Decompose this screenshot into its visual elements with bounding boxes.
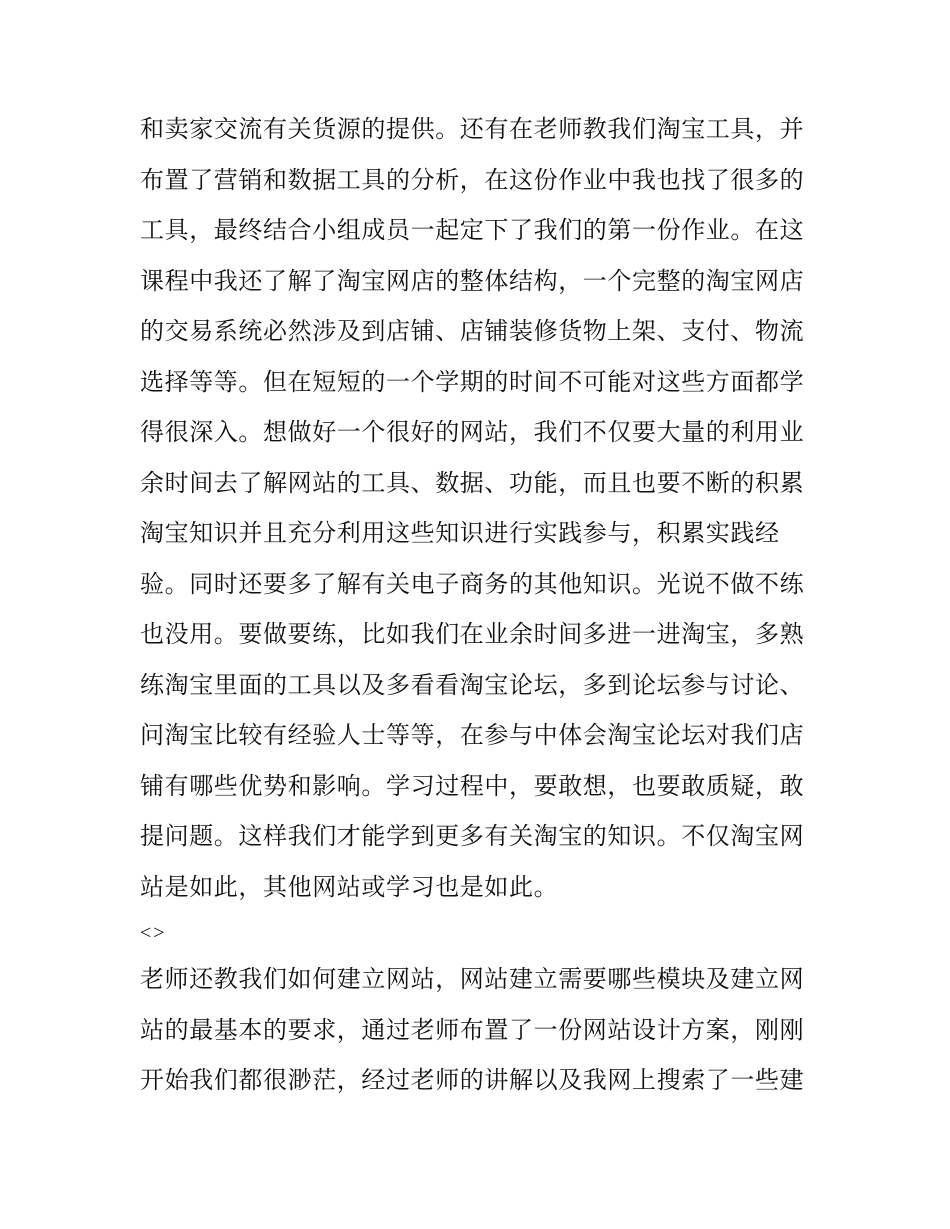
text-line: 课程中我还了解了淘宝网店的整体结构，一个完整的淘宝网店 — [140, 266, 805, 295]
text-line: 选择等等。但在短短的一个学期的时间不可能对这些方面都学 — [140, 367, 805, 396]
text-line: 铺有哪些优势和影响。学习过程中，要敢想，也要敢质疑，敢 — [140, 771, 805, 800]
text-line: 也没用。要做要练，比如我们在业余时间多进一进淘宝，多熟 — [140, 620, 805, 648]
text-line: 和卖家交流有关货源的提供。还有在老师教我们淘宝工具，并 — [140, 115, 805, 143]
text-line: 验。同时还要多了解有关电子商务的其他知识。光说不做不练 — [140, 569, 805, 598]
text-line: 余时间去了解网站的工具、数据、功能，而且也要不断的积累 — [140, 468, 805, 497]
text-line: 工具，最终结合小组成员一起定下了我们的第一份作业。在这 — [140, 216, 805, 244]
text-line: 开始我们都很渺茫，经过老师的讲解以及我网上搜索了一些建 — [140, 1066, 805, 1094]
text-line: 淘宝知识并且充分利用这些知识进行实践参与，积累实践经 — [140, 519, 780, 547]
text-line: 站是如此，其他网站或学习也是如此。 — [140, 872, 559, 901]
text-line: 老师还教我们如何建立网站，网站建立需要哪些模块及建立网 — [140, 965, 805, 993]
text-line: 的交易系统必然涉及到店铺、店铺装修货物上架、支付、物流 — [140, 317, 805, 345]
text-line: 练淘宝里面的工具以及多看看淘宝论坛，多到论坛参与讨论、 — [140, 670, 805, 699]
document-body — [140, 104, 820, 1106]
text-line: 提问题。这样我们才能学到更多有关淘宝的知识。不仅淘宝网 — [140, 822, 805, 850]
text-line: 布置了营销和数据工具的分析，在这份作业中我也找了很多的 — [140, 165, 805, 194]
text-line: 站的最基本的要求，通过老师布置了一份网站设计方案，刚刚 — [140, 1015, 805, 1044]
text-line: 问淘宝比较有经验人士等等，在参与中体会淘宝论坛对我们店 — [140, 721, 805, 749]
section-marker: <> — [140, 922, 167, 944]
text-line: 得很深入。想做好一个很好的网站，我们不仅要大量的利用业 — [140, 418, 805, 446]
